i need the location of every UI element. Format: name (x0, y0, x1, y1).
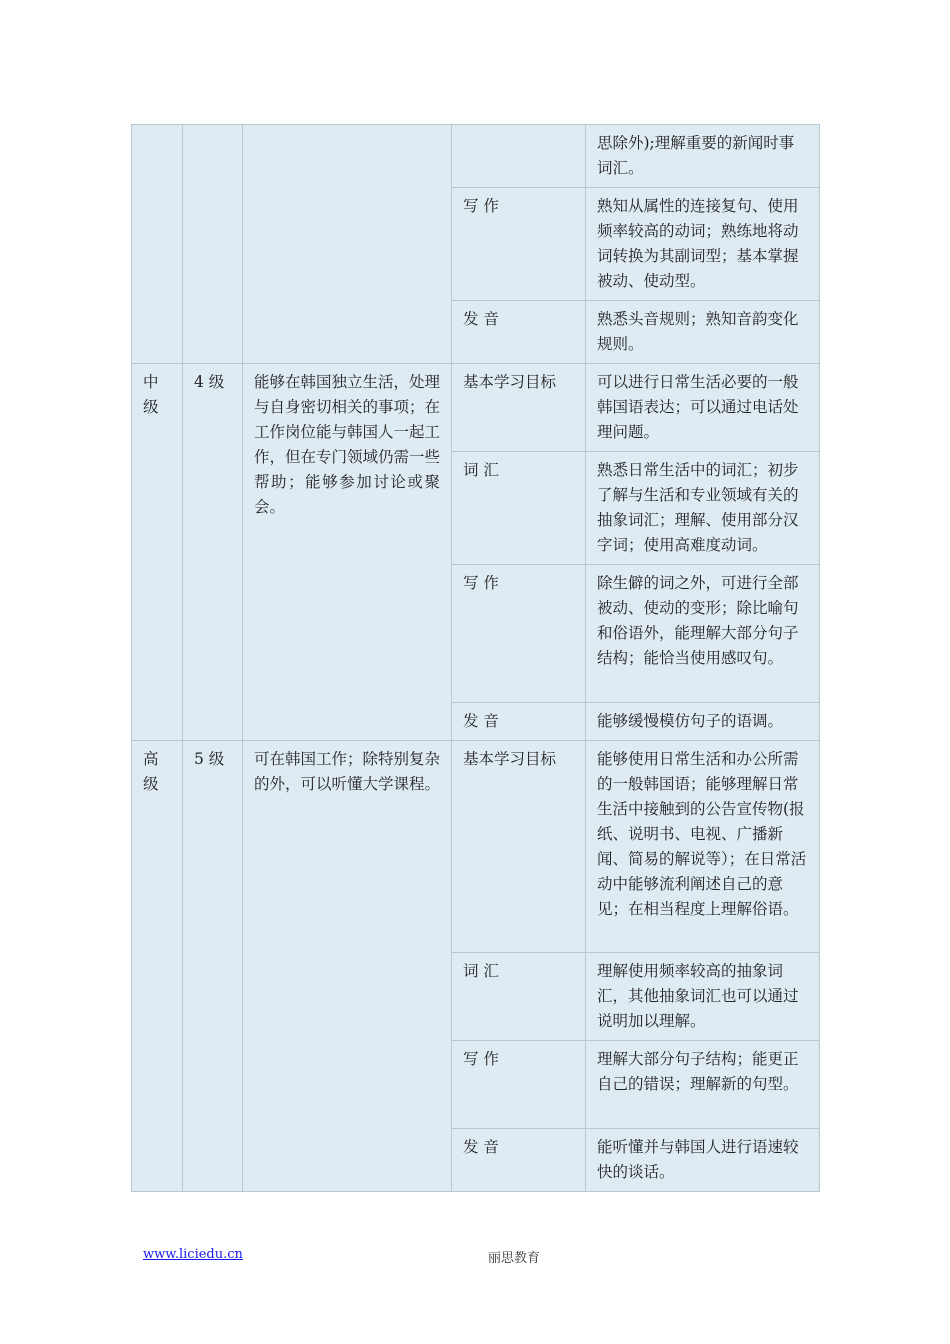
category-cell: 词 汇 (452, 452, 586, 565)
table-row (132, 364, 820, 452)
content-cell: 可以进行日常生活必要的一般韩国语表达；可以通过电话处理问题。 (586, 364, 820, 452)
description-cell: 可在韩国工作；除特别复杂的外，可以听懂大学课程。 (243, 741, 452, 1192)
category-cell: 基本学习目标 (452, 364, 586, 452)
grade-cell: 4 级 (183, 364, 243, 741)
grade-cell (183, 125, 243, 364)
level-cell: 高 级 (132, 741, 183, 1192)
level-cell (132, 125, 183, 364)
content-cell: 理解使用频率较高的抽象词汇，其他抽象词汇也可以通过说明加以理解。 (586, 953, 820, 1041)
category-cell (452, 125, 586, 188)
content-cell: 熟悉日常生活中的词汇；初步了解与生活和专业领域有关的抽象词汇；理解、使用部分汉字词；使用高难度动词。 (586, 452, 820, 565)
content-cell: 理解大部分句子结构；能更正自己的错误；理解新的句型。 (586, 1041, 820, 1129)
table-row (132, 741, 820, 953)
level-table (131, 124, 820, 1192)
website-link[interactable]: www.liciedu.cn (143, 1247, 243, 1262)
content-cell: 能够使用日常生活和办公所需的一般韩国语；能够理解日常生活中接触到的公告宣传物(报纸、说明书、电视、广播新闻、简易的解说等）；在日常活动中能够流利阐述自己的意见；在相当程度上理解俗语。 (586, 741, 820, 953)
content-cell: 熟悉头音规则；熟知音韵变化规则。 (586, 301, 820, 364)
description-cell (243, 125, 452, 364)
content-cell: 除生僻的词之外，可进行全部被动、使动的变形；除比喻句和俗语外，能理解大部分句子结构；能恰当使用感叹句。 (586, 565, 820, 703)
category-cell: 写 作 (452, 188, 586, 301)
level-cell: 中 级 (132, 364, 183, 741)
category-cell: 基本学习目标 (452, 741, 586, 953)
table-row (132, 125, 820, 188)
category-cell: 发 音 (452, 703, 586, 741)
grade-cell: 5 级 (183, 741, 243, 1192)
category-cell: 写 作 (452, 565, 586, 703)
content-cell: 能够缓慢模仿句子的语调。 (586, 703, 820, 741)
content-cell: 思除外);理解重要的新闻时事词汇。 (586, 125, 820, 188)
category-cell: 写 作 (452, 1041, 586, 1129)
content-cell: 能听懂并与韩国人进行语速较快的谈话。 (586, 1129, 820, 1192)
category-cell: 发 音 (452, 301, 586, 364)
footer-brand: 丽思教育 (488, 1251, 541, 1266)
category-cell: 发 音 (452, 1129, 586, 1192)
content-cell: 熟知从属性的连接复句、使用频率较高的动词；熟练地将动词转换为其副词型；基本掌握被动、使动型。 (586, 188, 820, 301)
category-cell: 词 汇 (452, 953, 586, 1041)
description-cell: 能够在韩国独立生活，处理与自身密切相关的事项；在工作岗位能与韩国人一起工作，但在专门领域仍需一些帮助；能够参加讨论或聚会。 (243, 364, 452, 741)
